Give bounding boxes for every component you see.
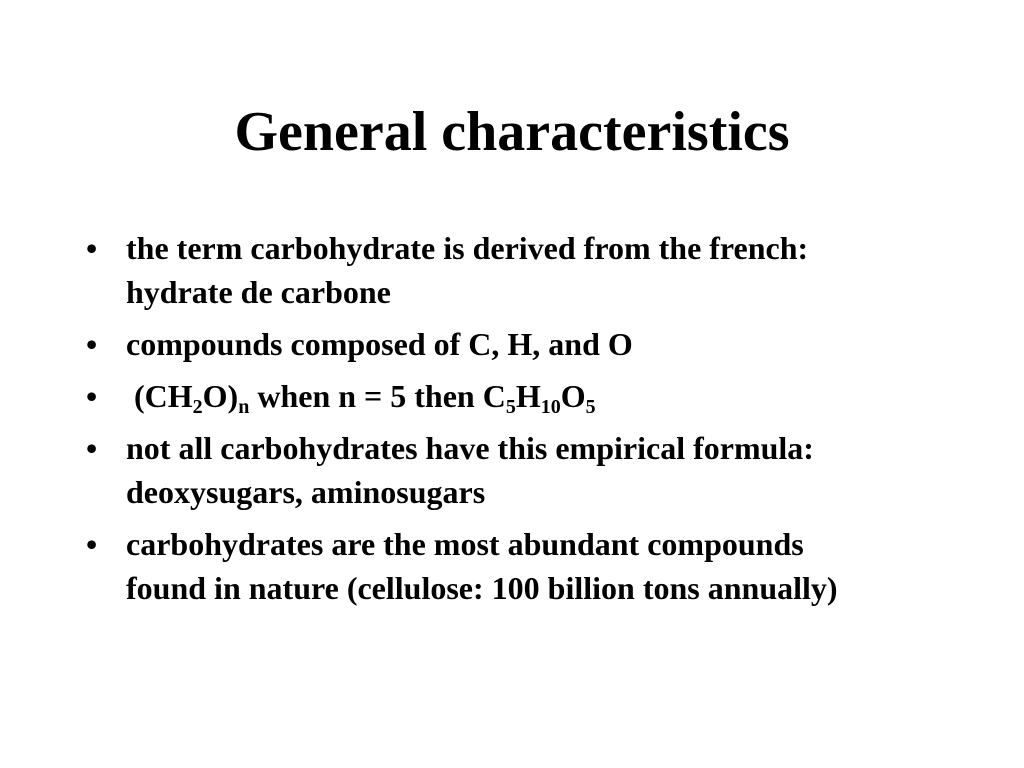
bullet-glyph: • bbox=[86, 378, 98, 414]
bullet-item-exceptions bbox=[84, 426, 884, 514]
bullet-list bbox=[84, 226, 884, 618]
bullet-glyph: • bbox=[86, 430, 98, 466]
bullet-item-composition bbox=[84, 322, 884, 366]
bullet-item-abundance bbox=[84, 522, 884, 610]
bullet-item-etymology bbox=[84, 226, 884, 314]
bullet-text: carbohydrates are the most abundant compounds found in nature (cellulose: 100 billion tons annually) bbox=[126, 526, 838, 606]
bullet-text: not all carbohydrates have this empirical formula: deoxysugars, aminosugars bbox=[126, 430, 814, 510]
bullet-glyph: • bbox=[86, 326, 98, 362]
slide-title: General characteristics bbox=[234, 101, 790, 163]
bullet-text: the term carbohydrate is derived from the french: hydrate de carbone bbox=[126, 230, 809, 310]
bullet-text: compounds composed of C, H, and O bbox=[126, 326, 633, 362]
empirical-formula: $(CH_2O)_n$ when n = 5 then $C_5H_{10}O_5$ bbox=[134, 378, 596, 418]
bullet-glyph: • bbox=[86, 230, 98, 266]
bullet-glyph: • bbox=[86, 526, 98, 562]
bullet-item-formula bbox=[84, 374, 884, 418]
